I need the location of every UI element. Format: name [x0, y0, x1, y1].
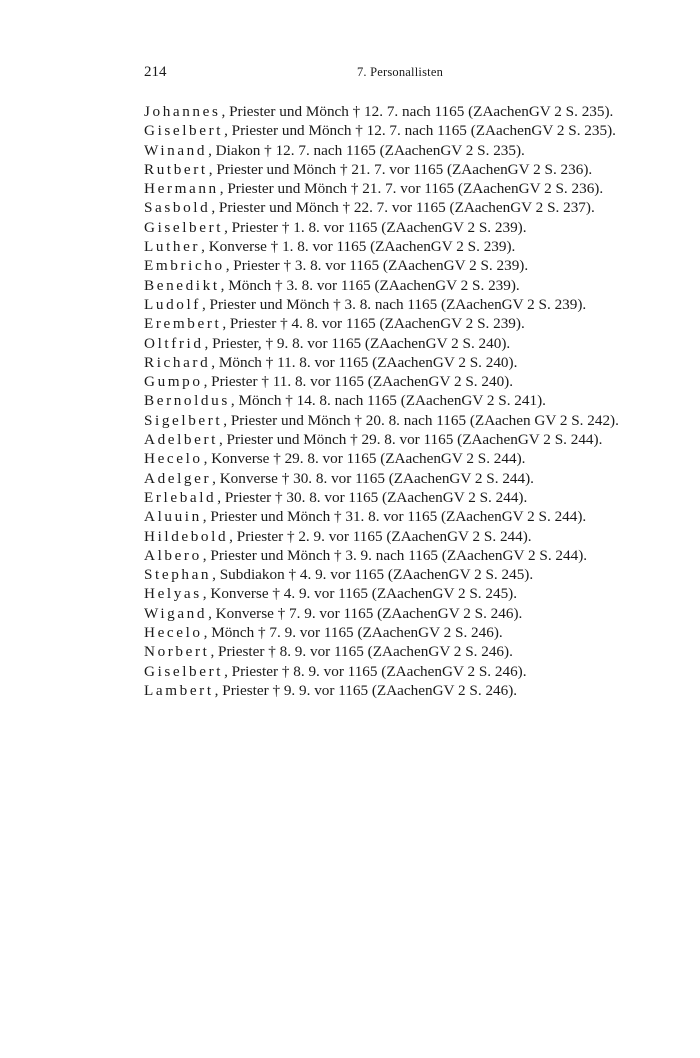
entry-description: , Konverse † 1. 8. vor 1165 (ZAachenGV 2 S. 239).	[201, 238, 516, 256]
list-item	[144, 334, 656, 353]
entry-name: Albero	[144, 546, 202, 564]
personnel-list	[144, 102, 656, 700]
list-item	[144, 449, 656, 468]
list-item	[144, 662, 656, 681]
entry-name: Rutbert	[144, 160, 208, 178]
entry-name: Sasbold	[144, 199, 211, 217]
entry-name: Norbert	[144, 643, 210, 661]
entry-description: , Diakon † 12. 7. nach 1165 (ZAachenGV 2 S. 235).	[208, 141, 525, 159]
list-item	[144, 527, 656, 546]
entry-name: Embricho	[144, 257, 225, 275]
entry-name: Hecelo	[144, 450, 203, 468]
entry-description: , Konverse † 29. 8. vor 1165 (ZAachenGV 2 S. 244).	[203, 450, 526, 468]
list-item	[144, 372, 656, 391]
entry-name: Adelbert	[144, 431, 218, 449]
entry-description: , Priester und Mönch † 20. 8. nach 1165 (ZAachen GV 2 S. 242).	[223, 411, 619, 429]
entry-description: , Subdiakon † 4. 9. vor 1165 (ZAachenGV 2 S. 245).	[212, 566, 534, 584]
entry-description: , Priester † 8. 9. vor 1165 (ZAachenGV 2 S. 246).	[210, 643, 513, 661]
list-item	[144, 353, 656, 372]
list-item	[144, 642, 656, 661]
entry-description: , Priester † 3. 8. vor 1165 (ZAachenGV 2 S. 239).	[225, 257, 529, 275]
entry-name: Erlebald	[144, 488, 217, 506]
list-item	[144, 141, 656, 160]
list-item	[144, 681, 656, 700]
entry-name: Hecelo	[144, 624, 203, 642]
entry-name: Lambert	[144, 681, 214, 699]
entry-name: Wigand	[144, 604, 208, 622]
entry-description: , Priester † 11. 8. vor 1165 (ZAachenGV 2 S. 240).	[203, 373, 514, 391]
entry-description: , Konverse † 4. 9. vor 1165 (ZAachenGV 2 S. 245).	[202, 585, 518, 603]
list-item	[144, 430, 656, 449]
list-item	[144, 469, 656, 488]
list-item	[144, 507, 656, 526]
entry-name: Winand	[144, 141, 208, 159]
entry-name: Hildebold	[144, 527, 229, 545]
entry-description: , Mönch † 3. 8. vor 1165 (ZAachenGV 2 S. 239).	[220, 276, 520, 294]
entry-name: Richard	[144, 353, 211, 371]
entry-name: Giselbert	[144, 218, 224, 236]
entry-name: Bernoldus	[144, 392, 230, 410]
entry-description: , Konverse † 7. 9. vor 1165 (ZAachenGV 2 S. 246).	[208, 604, 523, 622]
list-item	[144, 411, 656, 430]
entry-description: , Priester und Mönch † 12. 7. nach 1165 (ZAachenGV 2 S. 235).	[221, 103, 614, 120]
list-item	[144, 546, 656, 565]
entry-name: Oltfrid	[144, 334, 204, 352]
entry-name: Luther	[144, 238, 201, 256]
entry-name: Giselbert	[144, 122, 224, 140]
running-title: 7. Personallisten	[356, 65, 444, 79]
entry-name: Adelger	[144, 469, 212, 487]
entry-name: Stephan	[144, 566, 212, 584]
entry-description: , Priester † 30. 8. vor 1165 (ZAachenGV 2 S. 244).	[217, 488, 528, 506]
page-header	[144, 64, 656, 84]
entry-description: , Priester † 8. 9. vor 1165 (ZAachenGV 2 S. 246).	[224, 662, 527, 680]
entry-description: , Priester und Mönch † 21. 7. vor 1165 (ZAachenGV 2 S. 236).	[208, 160, 593, 178]
entry-name: Johannes	[144, 103, 221, 120]
entry-description: , Mönch † 11. 8. vor 1165 (ZAachenGV 2 S. 240).	[211, 353, 518, 371]
entry-description: , Priester † 4. 8. vor 1165 (ZAachenGV 2 S. 239).	[222, 315, 525, 333]
list-item	[144, 256, 656, 275]
entry-description: , Priester und Mönch † 22. 7. vor 1165 (ZAachenGV 2 S. 237).	[211, 199, 595, 217]
entry-name: Helyas	[144, 585, 202, 603]
entry-name: Gumpo	[144, 373, 203, 391]
entry-description: , Priester † 2. 9. vor 1165 (ZAachenGV 2 S. 244).	[229, 527, 532, 545]
list-item	[144, 584, 656, 603]
entry-name: Sigelbert	[144, 411, 223, 429]
list-item	[144, 604, 656, 623]
entry-description: , Priester und Mönch † 3. 9. nach 1165 (ZAachenGV 2 S. 244).	[202, 546, 588, 564]
entry-description: , Priester † 9. 9. vor 1165 (ZAachenGV 2 S. 246).	[214, 681, 518, 699]
entry-description: , Priester und Mönch † 3. 8. nach 1165 (ZAachenGV 2 S. 239).	[201, 295, 587, 313]
list-item	[144, 237, 656, 256]
list-item	[144, 565, 656, 584]
entry-description: , Konverse † 30. 8. vor 1165 (ZAachenGV 2 S. 244).	[212, 469, 534, 487]
list-item	[144, 314, 656, 333]
entry-description: , Priester und Mönch † 21. 7. vor 1165 (ZAachenGV 2 S. 236).	[219, 180, 604, 198]
list-item	[144, 179, 656, 198]
entry-name: Aluuin	[144, 508, 202, 526]
list-item	[144, 121, 656, 140]
list-item	[144, 218, 656, 237]
list-item	[144, 623, 656, 642]
entry-name: Giselbert	[144, 662, 224, 680]
list-item	[144, 295, 656, 314]
entry-name: Benedikt	[144, 276, 220, 294]
list-item	[144, 102, 656, 121]
entry-description: , Priester, † 9. 8. vor 1165 (ZAachenGV 2 S. 240).	[204, 334, 511, 352]
entry-name: Hermann	[144, 180, 219, 198]
list-item	[144, 488, 656, 507]
list-item	[144, 160, 656, 179]
list-item	[144, 276, 656, 295]
page-number: 214	[144, 64, 167, 80]
entry-description: , Priester † 1. 8. vor 1165 (ZAachenGV 2 S. 239).	[224, 218, 527, 236]
entry-description: , Priester und Mönch † 29. 8. vor 1165 (ZAachenGV 2 S. 244).	[218, 431, 603, 449]
entry-description: , Mönch † 7. 9. vor 1165 (ZAachenGV 2 S. 246).	[203, 624, 503, 642]
entry-description: , Mönch † 14. 8. nach 1165 (ZAachenGV 2 S. 241).	[230, 392, 546, 410]
entry-name: Ludolf	[144, 295, 201, 313]
entry-name: Erembert	[144, 315, 222, 333]
entry-description: , Priester und Mönch † 12. 7. nach 1165 (ZAachenGV 2 S. 235).	[224, 122, 616, 140]
entry-description: , Priester und Mönch † 31. 8. vor 1165 (ZAachenGV 2 S. 244).	[202, 508, 587, 526]
list-item	[144, 198, 656, 217]
list-item	[144, 391, 656, 410]
